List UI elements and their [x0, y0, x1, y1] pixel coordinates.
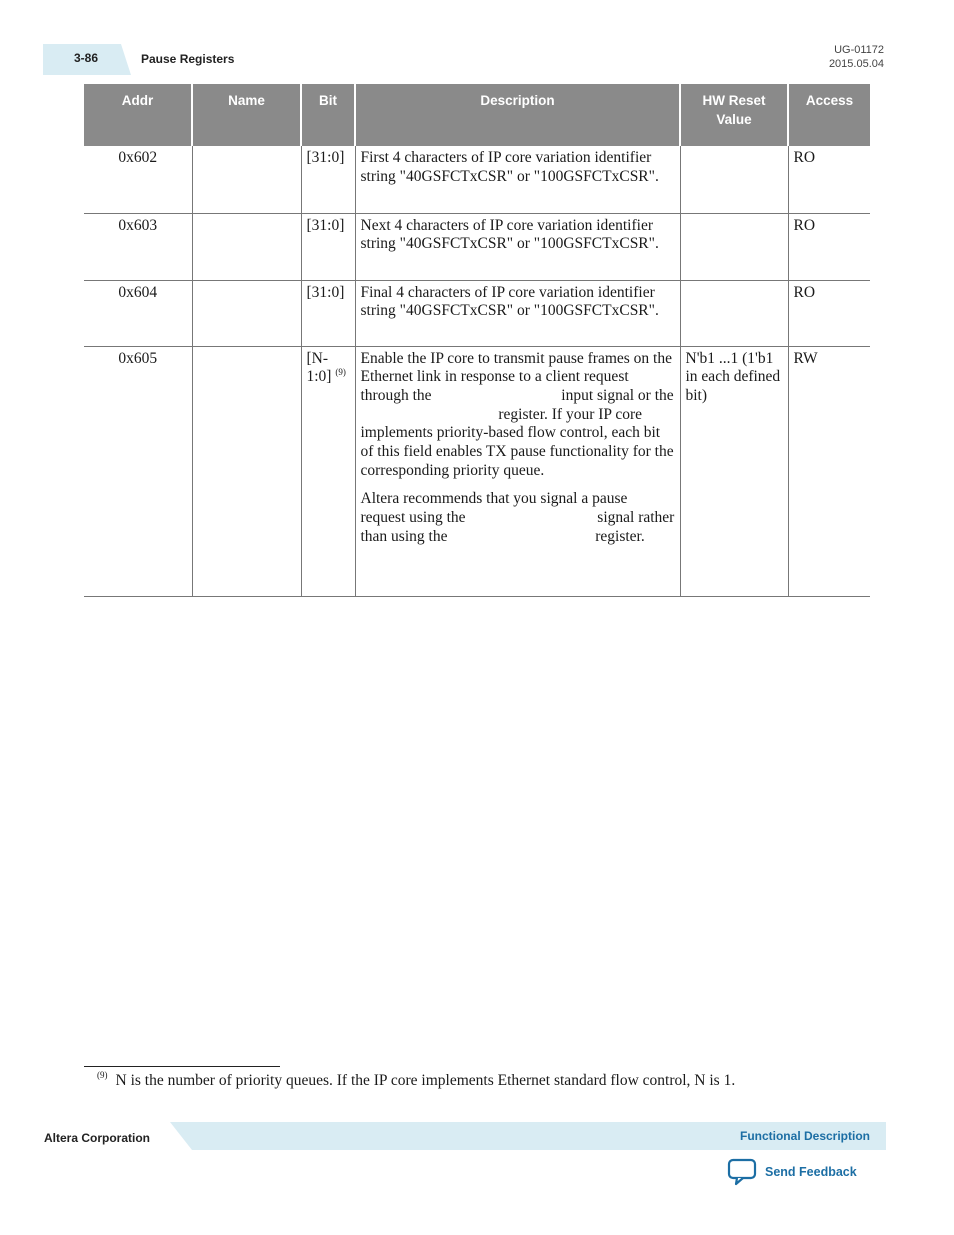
- cell-bit: [31:0]: [301, 280, 355, 346]
- cell-access: RO: [788, 213, 870, 280]
- section-title: Pause Registers: [141, 52, 235, 66]
- column-header-bit: Bit: [301, 84, 355, 146]
- cell-description: First 4 characters of IP core variation identifier string "40GSFCTxCSR" or "100GSFCTxCSR".: [355, 146, 680, 213]
- cell-name: [192, 280, 301, 346]
- cell-description: Final 4 characters of IP core variation identifier string "40GSFCTxCSR" or "100GSFCTxCSR".: [355, 280, 680, 346]
- footnote: [97, 1072, 735, 1090]
- cell-access: RW: [788, 346, 870, 596]
- speech-bubble-icon: [727, 1158, 757, 1186]
- footnote-divider: [84, 1066, 280, 1067]
- send-feedback-link[interactable]: [727, 1158, 857, 1186]
- cell-reset-value: N'b1 ...1 (1'b1 in each defined bit): [680, 346, 788, 596]
- cell-bit: [301, 346, 355, 596]
- cell-description: Next 4 characters of IP core variation identifier string "40GSFCTxCSR" or "100GSFCTxCSR".: [355, 213, 680, 280]
- cell-addr: 0x604: [84, 280, 192, 346]
- description-text: Altera recommends that you signal a pause request using the: [360, 490, 628, 527]
- footer-section-link[interactable]: Functional Description: [739, 1129, 870, 1143]
- cell-access: RO: [788, 146, 870, 213]
- register-table: [84, 84, 870, 597]
- footnote-marker: (9): [97, 1070, 108, 1080]
- cell-reset-value: [680, 280, 788, 346]
- description-text: register. If your IP core implements priority-based flow control, each bit of this field enables TX pause functionality for the corresponding priority queue.: [360, 405, 674, 479]
- description-paragraph: [361, 350, 675, 481]
- cell-addr: 0x602: [84, 146, 192, 213]
- send-feedback-label: Send Feedback: [765, 1165, 857, 1179]
- company-name: Altera Corporation: [44, 1131, 151, 1145]
- column-header-addr: Addr: [84, 84, 192, 146]
- cell-name: [192, 146, 301, 213]
- cell-bit: [31:0]: [301, 213, 355, 280]
- description-text: signal rather than using the: [360, 509, 675, 545]
- column-header-reset-value: HW Reset Value: [680, 84, 788, 146]
- description-text: input signal or the: [561, 386, 674, 404]
- doc-id: UG-01172: [834, 44, 884, 56]
- cell-description: [355, 346, 680, 596]
- cell-reset-value: [680, 146, 788, 213]
- cell-access: RO: [788, 280, 870, 346]
- cell-name: [192, 346, 301, 596]
- table-row: [84, 280, 870, 346]
- table-row: [84, 213, 870, 280]
- table-row: [84, 346, 870, 596]
- column-header-name: Name: [192, 84, 301, 146]
- table-header-row: [84, 84, 870, 146]
- description-text: register.: [595, 527, 645, 545]
- page-number: 3-86: [74, 51, 99, 65]
- cell-addr: 0x605: [84, 346, 192, 596]
- doc-info: [829, 43, 884, 71]
- description-text: Enable the IP core to transmit pause frames on the Ethernet link in response to a client request through the: [360, 349, 672, 404]
- doc-date: 2015.05.04: [828, 58, 884, 70]
- table-row: [84, 146, 870, 213]
- cell-reset-value: [680, 213, 788, 280]
- column-header-description: Description: [355, 84, 680, 146]
- cell-addr: 0x603: [84, 213, 192, 280]
- cell-bit: [31:0]: [301, 146, 355, 213]
- footnote-ref: (9): [335, 367, 346, 378]
- footnote-text: N is the number of priority queues. If the IP core implements Ethernet standard flow control, N is 1.: [115, 1072, 736, 1089]
- description-paragraph: [361, 490, 675, 546]
- cell-name: [192, 213, 301, 280]
- column-header-access: Access: [788, 84, 870, 146]
- bit-range: [N-1:0]: [306, 349, 332, 386]
